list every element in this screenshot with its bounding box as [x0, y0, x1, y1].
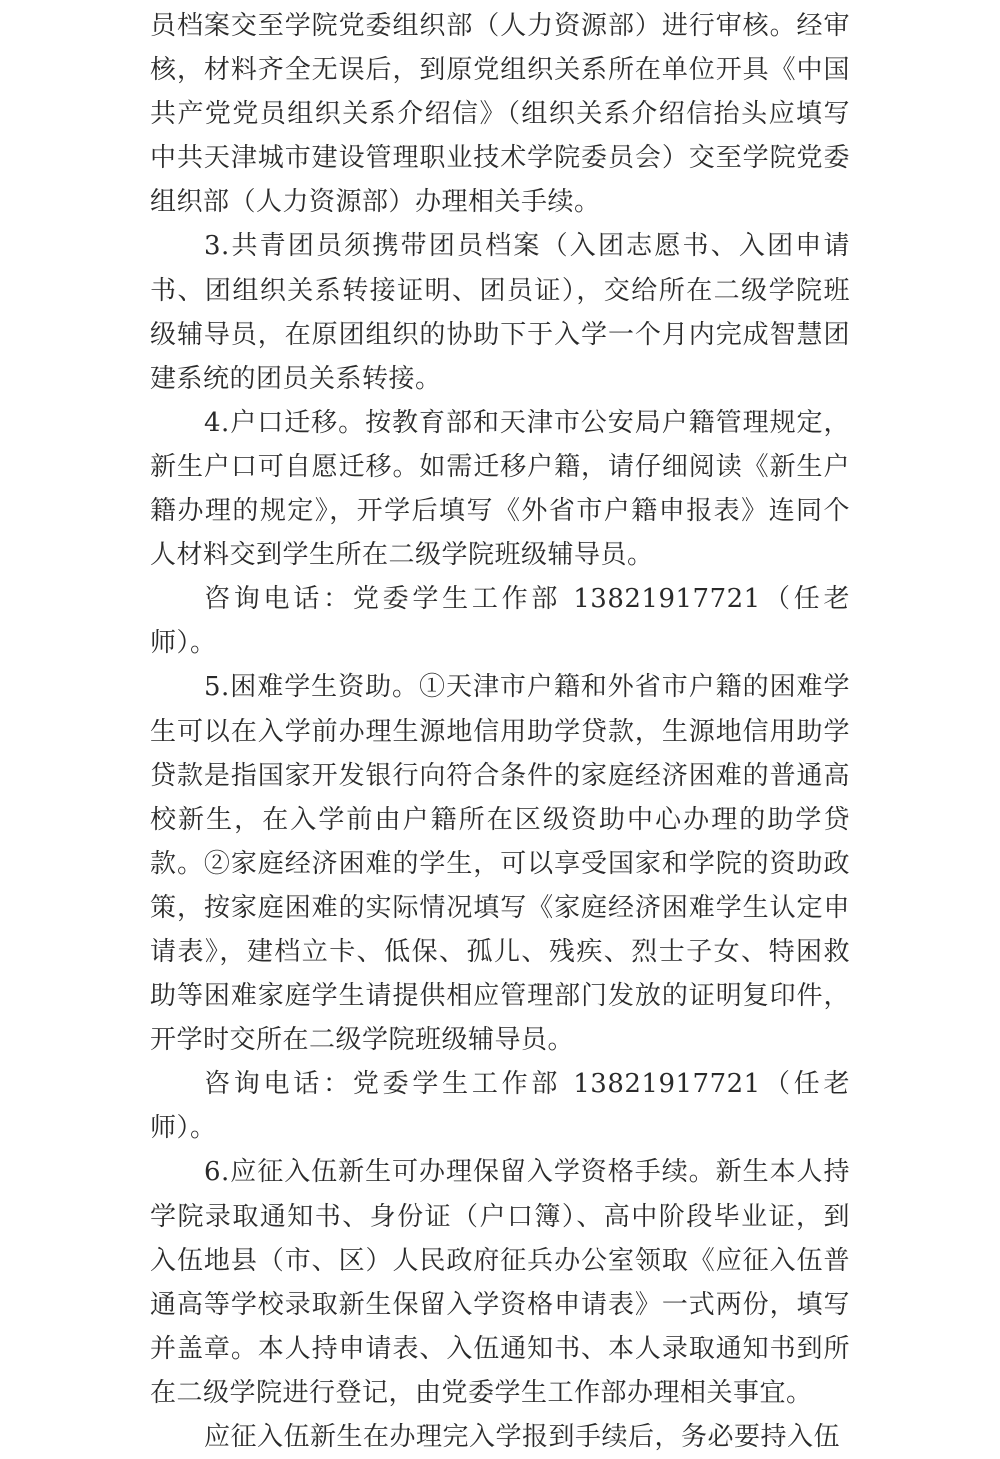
- paragraph-party-dues-continued: 员档案交至学院党委组织部（人力资源部）进行审核。经审核，材料齐全无误后，到原党组织关系所在单位开具《中国共产党党员组织关系介绍信》（组织关系介绍信抬头应填写中共天津城市建设管理职业技术学院委员会）交至学院党委组织部（人力资源部）办理相关手续。: [150, 11, 850, 218]
- paragraph-item-5-financial-aid: 5.困难学生资助。①天津市户籍和外省市户籍的困难学生可以在入学前办理生源地信用助学贷款，生源地信用助学贷款是指国家开发银行向符合条件的家庭经济困难的普通高校新生，在入学前由户籍所在区级资助中心办理的助学贷款。②家庭经济困难的学生，可以享受国家和学院的资助政策，按家庭困难的实际情况填写《家庭经济困难学生认定申请表》，建档立卡、低保、孤儿、残疾、烈士子女、特困救助等困难家庭学生请提供相应管理部门发放的证明复印件，开学时交所在二级学院班级辅导员。: [150, 672, 850, 1056]
- paragraph-item-4-household-registration: 4.户口迁移。按教育部和天津市公安局户籍管理规定，新生户口可自愿迁移。如需迁移户籍，请仔细阅读《新生户籍办理的规定》，开学后填写《外省市户籍申报表》连同个人材料交到学生所在二级学院班级辅导员。: [150, 407, 850, 571]
- paragraph-item-3-youth-league: 3.共青团员须携带团员档案（入团志愿书、入团申请书、团组织关系转接证明、团员证），交给所在二级学院班级辅导员，在原团组织的协助下于入学一个月内完成智慧团建系统的团员关系转接。: [150, 231, 850, 394]
- paragraph-consult-phone-1: 咨询电话：党委学生工作部 13821917721（任老师）。: [150, 584, 850, 659]
- paragraph-consult-phone-2: 咨询电话：党委学生工作部 13821917721（任老师）。: [150, 1069, 850, 1144]
- paragraph-item-6-military-enlistment: 6.应征入伍新生可办理保留入学资格手续。新生本人持学院录取通知书、身份证（户口簿）、高中阶段毕业证，到入伍地县（市、区）人民政府征兵办公室领取《应征入伍普通高等学校录取新生保留入学资格申请表》一式两份，填写并盖章。本人持申请表、入伍通知书、本人录取通知书到所在二级学院进行登记，由党委学生工作部办理相关事宜。: [150, 1157, 850, 1408]
- document-body: [150, 4, 850, 1459]
- paragraph-item-6-continued: 应征入伍新生在办理完入学报到手续后，务必要持入伍: [204, 1422, 841, 1452]
